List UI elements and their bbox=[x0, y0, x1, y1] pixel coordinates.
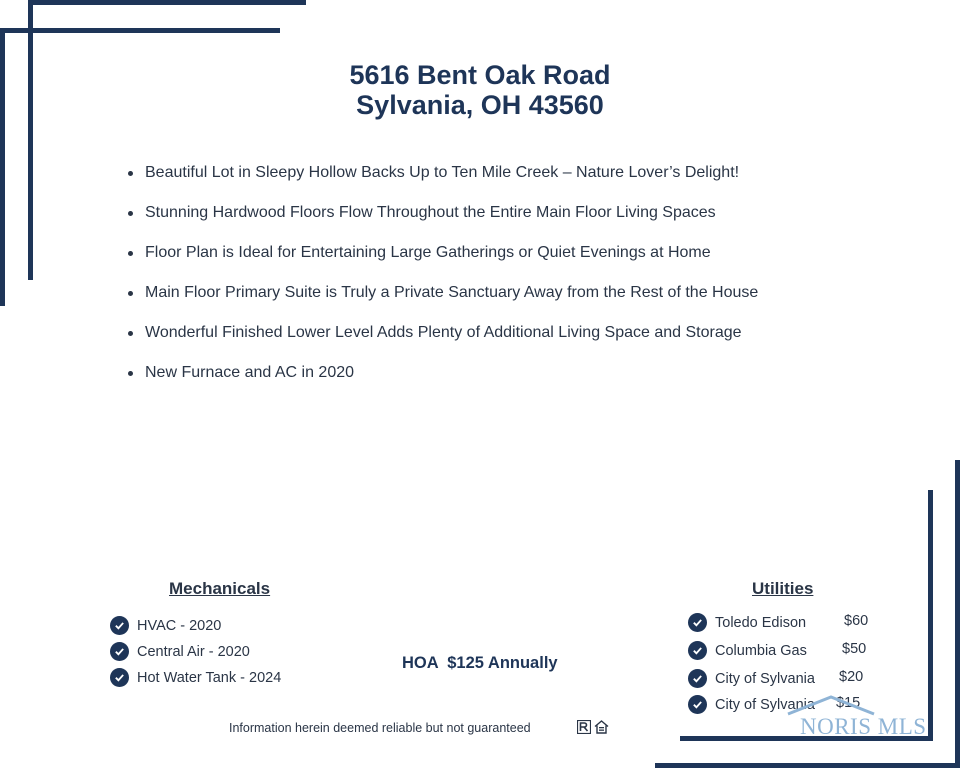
frame-line bbox=[28, 0, 33, 280]
page-title bbox=[0, 60, 960, 120]
frame-line bbox=[0, 28, 280, 33]
address-line-2: Sylvania, OH 43560 bbox=[356, 90, 604, 120]
frame-line bbox=[30, 0, 306, 5]
feature-item: Beautiful Lot in Sleepy Hollow Backs Up to Ten Mile Creek – Nature Lover’s Delight! bbox=[128, 160, 758, 200]
utility-cost: $50 bbox=[842, 641, 867, 657]
utility-item bbox=[688, 669, 815, 688]
frame-line bbox=[655, 763, 960, 768]
utility-name: Columbia Gas bbox=[715, 642, 807, 659]
check-circle-icon bbox=[688, 669, 707, 688]
frame-line bbox=[928, 490, 933, 740]
mechanical-label: Central Air - 2020 bbox=[137, 643, 250, 660]
utilities-heading: Utilities bbox=[752, 579, 814, 598]
frame-line bbox=[955, 460, 960, 768]
feature-item: Main Floor Primary Suite is Truly a Private Sanctuary Away from the Rest of the House bbox=[128, 280, 758, 320]
feature-list bbox=[128, 160, 758, 400]
noris-mls-logo: NORIS MLS bbox=[800, 714, 927, 739]
realtor-icon bbox=[577, 720, 591, 739]
address-line-1: 5616 Bent Oak Road bbox=[349, 60, 611, 90]
check-circle-icon bbox=[110, 642, 129, 661]
mechanical-item bbox=[110, 642, 250, 661]
feature-item: Floor Plan is Ideal for Entertaining Large Gatherings or Quiet Evenings at Home bbox=[128, 240, 758, 280]
utility-item bbox=[688, 613, 806, 632]
feature-item: Wonderful Finished Lower Level Adds Plenty of Additional Living Space and Storage bbox=[128, 320, 758, 360]
feature-item: New Furnace and AC in 2020 bbox=[128, 360, 758, 400]
feature-item: Stunning Hardwood Floors Flow Throughout the Entire Main Floor Living Spaces bbox=[128, 200, 758, 240]
mechanical-label: HVAC - 2020 bbox=[137, 617, 222, 634]
check-circle-icon bbox=[688, 695, 707, 714]
utility-name: City of Sylvania bbox=[715, 670, 815, 687]
utility-name: Toledo Edison bbox=[715, 614, 807, 631]
mechanicals-heading: Mechanicals bbox=[169, 579, 271, 598]
disclaimer-text: Information herein deemed reliable but not guaranteed bbox=[229, 721, 531, 735]
check-circle-icon bbox=[688, 613, 707, 632]
equal-housing-icon bbox=[594, 720, 609, 739]
utility-cost: $60 bbox=[844, 613, 869, 629]
utility-item bbox=[688, 641, 807, 660]
check-circle-icon bbox=[688, 641, 707, 660]
utility-cost: $20 bbox=[839, 669, 864, 685]
hoa-fee: HOA $125 Annually bbox=[402, 654, 558, 672]
check-circle-icon bbox=[110, 616, 129, 635]
mechanical-label: Hot Water Tank - 2024 bbox=[137, 669, 282, 686]
check-circle-icon bbox=[110, 668, 129, 687]
utility-name: City of Sylvania bbox=[715, 696, 815, 713]
utility-cost: $15 bbox=[836, 695, 861, 711]
mechanical-item bbox=[110, 616, 221, 635]
mechanical-item bbox=[110, 668, 281, 687]
